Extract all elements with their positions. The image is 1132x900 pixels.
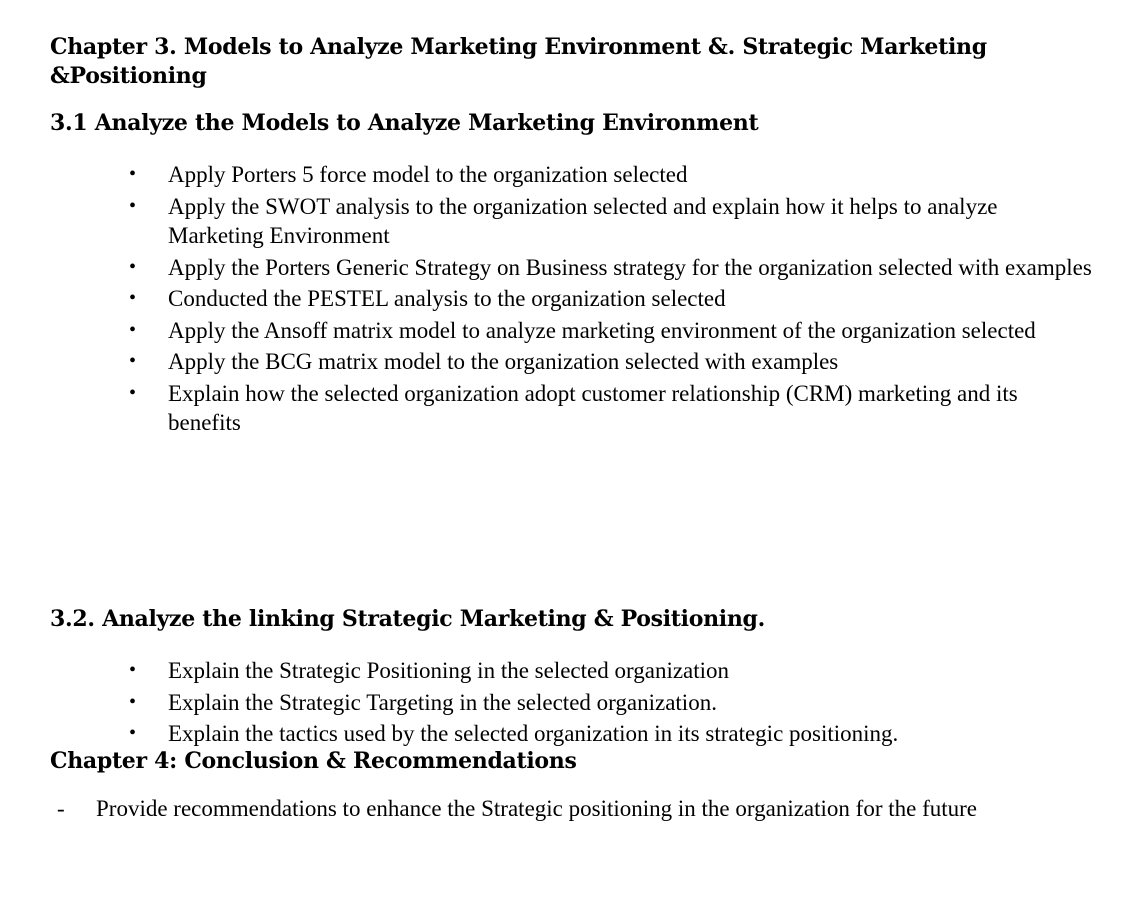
list-item <box>0 192 1132 251</box>
section-3-2-list <box>0 656 1132 751</box>
list-item-text: Explain how the selected organization adopt customer relationship (CRM) marketing and its benefits <box>168 380 1018 435</box>
list-item-text: Apply the SWOT analysis to the organization selected and explain how it helps to analyze Marketing Environment <box>168 193 998 248</box>
bullet-icon: • <box>129 350 137 372</box>
bullet-icon: • <box>129 722 137 744</box>
bullet-icon: • <box>129 659 137 681</box>
list-item-text: Conducted the PESTEL analysis to the organization selected <box>168 286 726 311</box>
list-item <box>0 379 1132 438</box>
list-item <box>0 316 1132 346</box>
chapter-4-title: Chapter 4: Conclusion & Recommendations <box>50 748 577 774</box>
bullet-icon: • <box>129 255 137 278</box>
list-item-text: Apply the Ansoff matrix model to analyze marketing environment of the organization selected <box>168 317 1036 343</box>
bullet-icon: • <box>129 194 137 217</box>
list-item <box>0 794 1132 824</box>
bullet-icon: • <box>129 318 137 341</box>
list-item <box>0 688 1132 718</box>
dash-icon: - <box>57 796 65 821</box>
bullet-icon: • <box>129 381 137 404</box>
section-3-1-heading: 3.1 Analyze the Models to Analyze Marketing Environment <box>50 110 759 136</box>
list-item-text: Explain the tactics used by the selected organization in its strategic positioning. <box>168 721 899 746</box>
chapter-4-list <box>0 794 1132 824</box>
bullet-icon: • <box>129 690 137 713</box>
list-item <box>0 656 1132 686</box>
bullet-icon: • <box>129 163 137 185</box>
chapter-3-title: Chapter 3. Models to Analyze Marketing Environment &. Strategic Marketing &Positioning <box>50 34 987 89</box>
list-item-text: Apply the BCG matrix model to the organization selected with examples <box>168 349 839 374</box>
list-item <box>0 347 1132 377</box>
list-item-text: Explain the Strategic Targeting in the selected organization. <box>168 689 717 715</box>
list-item <box>0 719 1132 749</box>
list-item-text: Provide recommendations to enhance the Strategic positioning in the organization for the future <box>96 796 977 821</box>
list-item <box>0 284 1132 314</box>
bullet-icon: • <box>129 287 137 309</box>
section-3-2-heading: 3.2. Analyze the linking Strategic Marketing & Positioning. <box>50 606 765 632</box>
list-item-text: Apply Porters 5 force model to the organization selected <box>168 162 688 187</box>
list-item-text: Explain the Strategic Positioning in the selected organization <box>168 658 730 683</box>
list-item <box>0 160 1132 190</box>
section-3-1-list <box>0 160 1132 440</box>
list-item-text: Apply the Porters Generic Strategy on Business strategy for the organization selected with examples <box>168 254 1092 280</box>
list-item <box>0 253 1132 283</box>
